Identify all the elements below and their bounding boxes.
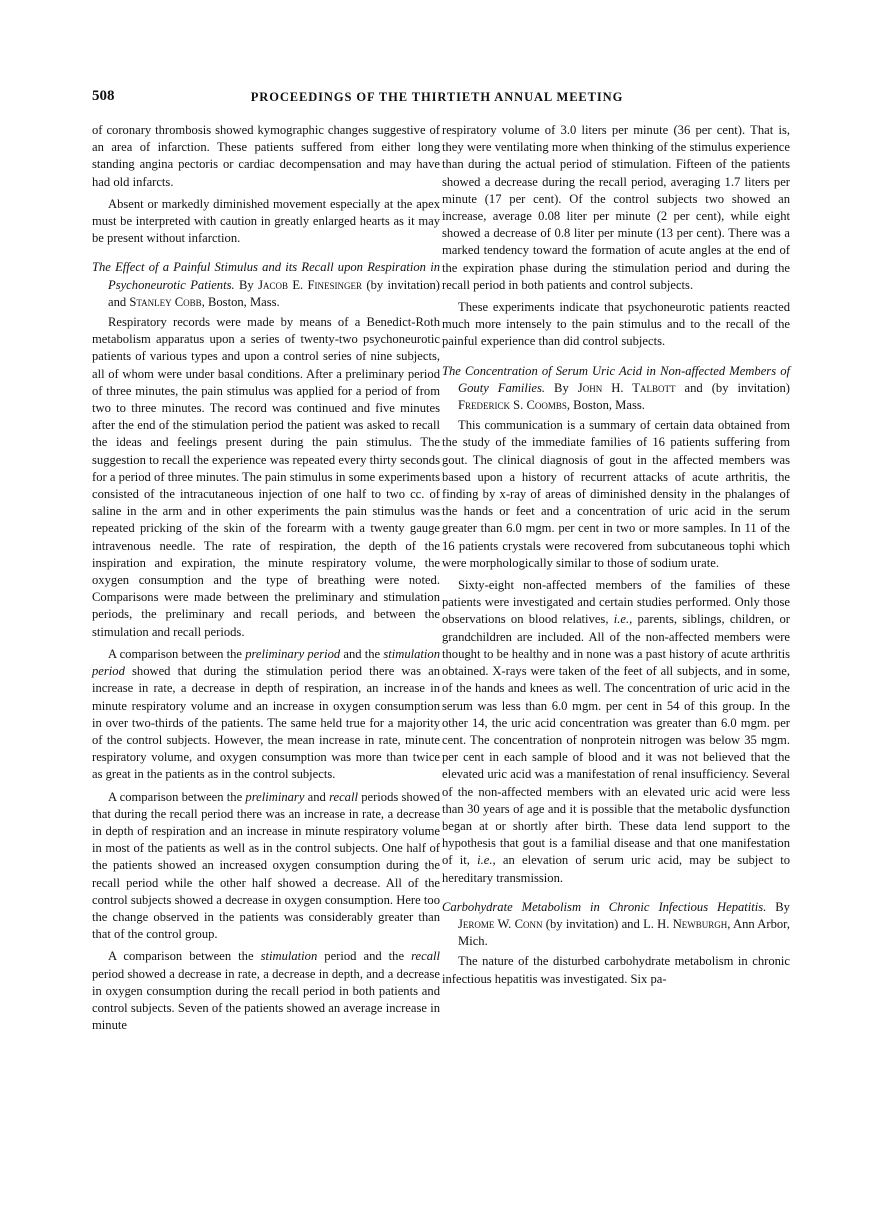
emphasis: recall: [411, 949, 440, 964]
abstract-title: Carbohydrate Metabolism in Chronic Infectious Hepatitis.: [442, 899, 767, 914]
right-column: [442, 122, 790, 993]
text-run: Sixty-eight non-affected members of the families of these patients were investigated and certain studies performed. Only those observations on blood relatives,: [442, 578, 790, 627]
emphasis: i.e.,: [613, 612, 633, 627]
page-header: [92, 88, 782, 110]
text-run: and the: [340, 646, 384, 661]
text-run: an elevation of serum uric acid, may be subject to hereditary transmission.: [442, 853, 790, 885]
paragraph-comparison-stimulation-recall: [92, 948, 440, 1034]
text-run: periods showed that during the recall period there was an increase in rate, a decrease in depth of respiration and an increase in minute respiratory volume in most of the patients as well as in the control subjects. One half of the patients showed an increased oxygen consumption during the recall period while the other half showed a decrease. All of the control subjects showed a decrease in oxygen consumption. Here too the change observed in the patients was considerably greater than that of the control group.: [92, 789, 440, 942]
text-run: A comparison between the: [108, 646, 246, 661]
paragraph-comparison-preliminary-stimulation: [92, 646, 440, 784]
byline-by: By: [766, 899, 790, 914]
abstract-heading-painful-stimulus: [92, 259, 440, 311]
author-location: , Ann Arbor, Mich.: [458, 916, 791, 949]
paragraph-gout-summary: This communication is a summary of certain data obtained from the study of the immediate families of 16 patients suffering from gout. The clinical diagnosis of gout in the affected members was based upon a history of recurrent attacks of acute arthritis, the finding by x-ray of areas of diminished density in the phalanges of the hands or feet and a concentration of uric acid in the serum greater than 6.0 mgm. per cent in two or more samples. In 11 of the 16 patients crystals were recovered from subcutaneous tophi which were morphologically similar to those of sodium urate.: [442, 418, 790, 570]
emphasis: preliminary period: [245, 646, 341, 661]
paragraph-hepatitis-intro: The nature of the disturbed carbohydrate metabolism in chronic infectious hepatitis was investigated. Six pa-: [442, 954, 790, 986]
emphasis: preliminary: [245, 789, 305, 804]
paragraph-conclusion: These experiments indicate that psychoneurotic patients reacted much more intensely to the pain stimulus and to the recall of the painful experience than did control subjects.: [442, 300, 790, 349]
author-name: Jerome W. Conn: [458, 916, 543, 931]
author-location: , Boston, Mass.: [201, 294, 280, 309]
byline-by: By: [545, 380, 578, 395]
paragraph-respiratory-volume: respiratory volume of 3.0 liters per minute (36 per cent). That is, they were ventilating more when thinking of the stimulus experience than during the actual period of stimulation. Fifteen of the patients showed a decrease during the recall period, averaging 1.7 liters per minute (17 per cent). Of the control subjects two showed an increase, average 0.08 liter per minute (2 per cent), while eight showed a decrease of 0.8 liter per minute (13 per cent). There was a marked tendency toward the formation of acute angles at the end of the expiration phase during the stimulation period and during the recall period in both patients and control subjects.: [442, 123, 790, 292]
text-run: and: [304, 789, 330, 804]
author-name: Stanley Cobb: [129, 294, 202, 309]
text-run: parents, siblings, children, or grandchildren are included. All of the non-affected members were thought to be healthy and in none was a past history of acute arthritis obtained. X-rays were taken of the feet of all subjects, and in some, of the hands and knees as well. The concentration of uric acid in the serum was less than 6.0 mgm. per cent in 54 of this group. In the other 14, the uric acid concentration was greater than 6.0 mgm. per cent. The concentration of nonprotein nitrogen was below 35 mgm. per cent in each sample of blood and it was not believed that the elevated uric acid was a manifestation of renal insufficiency. Several of the non-affected members with an elevated uric acid were less than 30 years of age and it is possible that the metabolic dysfunction began at or shortly after birth. These data lend support to the hypothesis that gout is a familial disease and that one manifestation of it,: [442, 612, 790, 868]
byline-connector: and (by invitation): [675, 380, 790, 395]
author-location: , Boston, Mass.: [566, 398, 645, 413]
author-name: Jacob E. Finesinger: [258, 277, 363, 292]
text-run: period and the: [317, 949, 412, 964]
abstract-heading-serum-uric-acid: [442, 363, 790, 415]
byline-connector: (by invitation) and: [542, 916, 644, 931]
text-run: period showed a decrease in rate, a decrease in depth, and a decrease in oxygen consumption during the recall period in both patients and control subjects. Seven of the patients showed an average increase in minute: [92, 966, 440, 1033]
paragraph-continuation: of coronary thrombosis showed kymographic changes suggestive of an area of infarction. These patients suffered from either long standing angina pectoris or cardiac decompensation and may have had old infarcts.: [92, 123, 440, 189]
byline-connector: (by invitation) and: [108, 277, 440, 309]
author-name: L. H. Newburgh: [643, 916, 728, 931]
abstract-title: The Concentration of Serum Uric Acid in Non-affected Members of Gouty Families.: [442, 363, 790, 395]
emphasis: recall: [329, 789, 358, 804]
abstract-heading-carbohydrate-metabolism: [442, 899, 790, 951]
paragraph-comparison-preliminary-recall: [92, 789, 440, 944]
emphasis: stimulation: [260, 949, 318, 964]
byline-by: By: [234, 277, 259, 292]
paragraph-absent-movement: Absent or markedly diminished movement especially at the apex must be interpreted with caution in greatly enlarged hearts as it may be present without infarction.: [92, 196, 440, 246]
abstract-title: The Effect of a Painful Stimulus and its Recall upon Respiration in Psychoneurotic Patients.: [92, 260, 440, 292]
author-name: John H. Talbott: [577, 380, 676, 395]
paragraph-respiratory-records: Respiratory records were made by means of a Benedict-Roth metabolism apparatus upon a series of twenty-two psychoneurotic patients of various types and upon a control series of nine subjects, all of whom were under basal conditions. After a preliminary period of three minutes, the pain stimulus was applied for a period of from two to three minutes. The record was continued and five minutes after the end of the stimulation period the patient was asked to recall the ideas and feelings present during the pain stimulus. The suggestion to recall the experience was repeated every thirty seconds for a period of three minutes. The pain stimulus in some experiments consisted of the intracutaneous injection of one half to two cc. of saline in the arm and in other experiments the pain stimulus was repeated pricking of the skin of the forearm with a twenty gauge intravenous needle. The rate of respiration, the depth of the inspiration and expiration, the minute respiratory volume, the oxygen consumption and the type of breathing were noted. Comparisons were made between the preliminary and stimulation periods, the preliminary and recall periods, and between the stimulation and recall periods.: [92, 315, 440, 639]
text-run: showed that during the stimulation period there was an increase in rate, a decrease in depth of respiration, an increase in minute respiratory volume and an increase in oxygen consumption in over two-thirds of the patients. The same held true for a majority of the control subjects. However, the mean increase in rate, minute respiratory volume, and oxygen consumption was more than twice as great in the patients as in the control subjects.: [92, 664, 440, 782]
text-run: A comparison between the: [108, 949, 261, 964]
page-number: 508: [92, 88, 115, 104]
author-name: Frederick S. Coombs: [458, 398, 567, 413]
left-column: [92, 122, 440, 1039]
running-head: PROCEEDINGS OF THE THIRTIETH ANNUAL MEETING: [250, 90, 624, 104]
emphasis: stimulation period: [92, 646, 441, 679]
emphasis: i.e.,: [477, 853, 496, 868]
text-run: A comparison between the: [108, 789, 246, 804]
paragraph-non-affected-members: [442, 577, 790, 887]
